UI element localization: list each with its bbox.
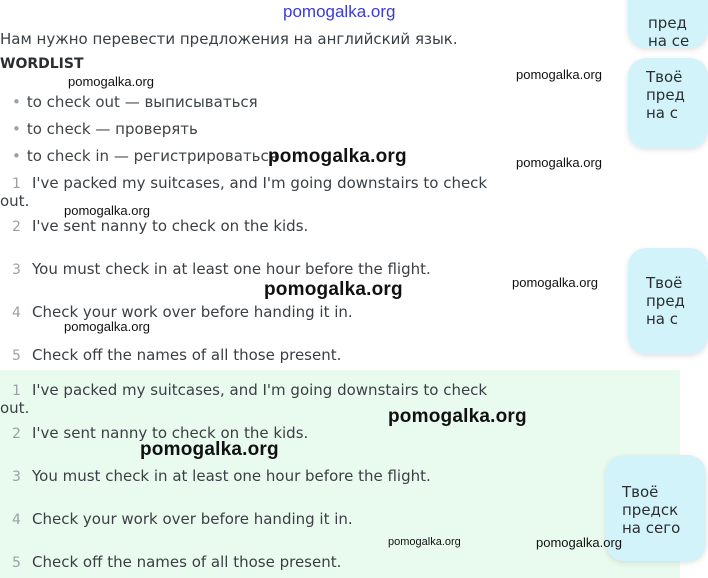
sentence-row: 3 You must check in at least one hour before the flight. xyxy=(12,260,431,278)
wordlist-item: • to check out — выписываться xyxy=(12,93,258,111)
hint-bubble[interactable]: Твоё пред на с xyxy=(628,248,708,354)
watermark: pomogalka.org xyxy=(140,439,279,460)
answer-row: 4 Check your work over before handing it in. xyxy=(12,510,353,528)
watermark: pomogalka.org xyxy=(388,406,527,427)
watermark: pomogalka.org xyxy=(516,67,602,82)
answer-row: 5 Check off the names of all those present. xyxy=(12,553,342,571)
task-intro: Нам нужно перевести предложения на английский язык. xyxy=(0,30,458,48)
watermark: pomogalka.org xyxy=(512,275,598,290)
wordlist-title: WORDLIST xyxy=(0,56,84,72)
hint-bubble[interactable]: Твоё предск на сего xyxy=(606,455,706,561)
watermark: pomogalka.org xyxy=(64,203,150,218)
bullet-icon: • xyxy=(12,147,21,165)
bullet-icon: • xyxy=(12,120,21,138)
sentence-row: 5 Check off the names of all those present. xyxy=(12,346,342,364)
watermark: pomogalka.org xyxy=(283,2,396,21)
watermark: pomogalka.org xyxy=(536,535,622,550)
watermark: pomogalka.org xyxy=(264,279,403,300)
wordlist-item: • to check — проверять xyxy=(12,120,198,138)
wordlist-item: • to check in — регистрироваться xyxy=(12,147,278,165)
answer-row: 3 You must check in at least one hour before the flight. xyxy=(12,467,431,485)
answer-row: 2 I've sent nanny to check on the kids. xyxy=(12,424,309,442)
answer-row: 1 I've packed my suitcases, and I'm going downstairs to check out. xyxy=(0,381,488,417)
watermark: pomogalka.org xyxy=(516,155,602,170)
sentence-row: 1 I've packed my suitcases, and I'm going downstairs to check out. xyxy=(0,174,488,210)
hint-bubble[interactable]: пред на се xyxy=(628,0,708,48)
sentence-row: 4 Check your work over before handing it in. xyxy=(12,303,353,321)
watermark: pomogalka.org xyxy=(268,146,407,167)
watermark: pomogalka.org xyxy=(64,319,150,334)
watermark: pomogalka.org xyxy=(388,536,461,548)
hint-bubble[interactable]: Твоё пред на с xyxy=(628,58,708,148)
bullet-icon: • xyxy=(12,93,21,111)
sentence-row: 2 I've sent nanny to check on the kids. xyxy=(12,217,309,235)
watermark: pomogalka.org xyxy=(68,74,154,89)
